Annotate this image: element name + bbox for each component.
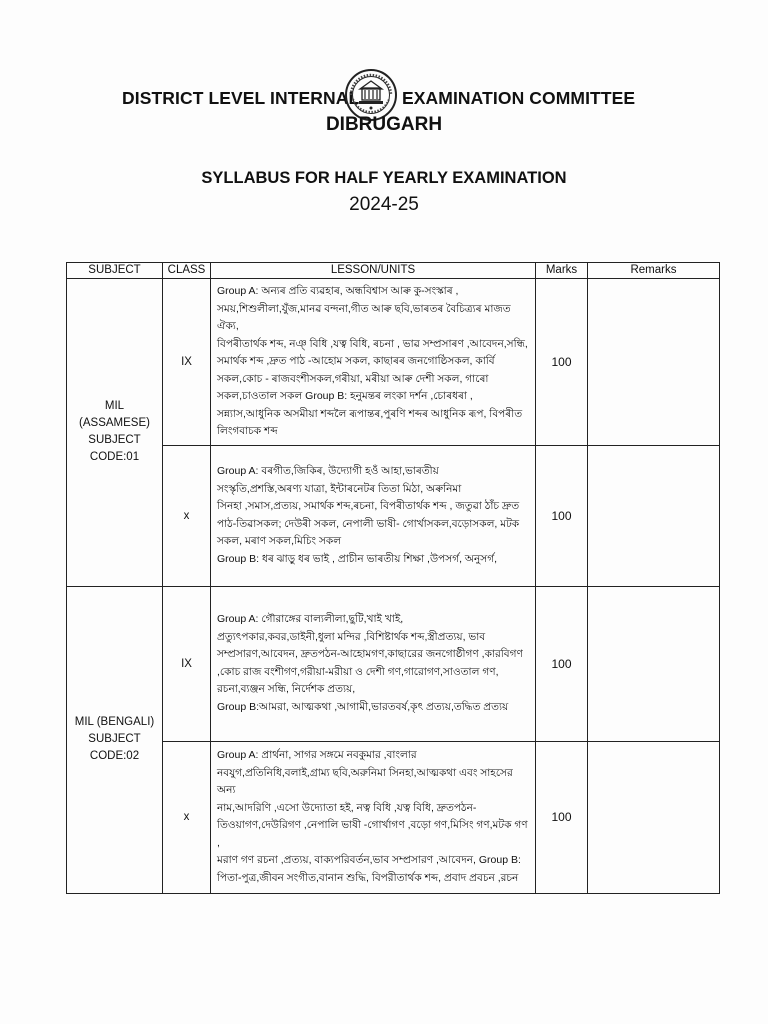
lesson-text: Group A: বৰগীত,জিকিৰ, উদ্যোগী হওঁ আহা,ভাৰতীয় সংস্কৃতি,প্ৰশস্তি,অৰণ্য যাত্ৰা, ইন্টাৰনেটৰ তিতা মিঠা, অৰুনিমা সিনহা ,সমাস,প্ৰত্যয়, সমাৰ্থক শব্দ,ৰচনা, বিপৰীতাৰ্থক শব্দ , জতুৱা ঠাঁচ দ্ৰুত পাঠ-তিৱাসকল; দেউৰী সকল, নেপালী ভাষী- গোৰ্খাসকল,বড়োসকল, মটক সকল, মৰাণ সকল,মিচিং সকল Group B: ধৰ ঝাড়ু ধৰ ভাই , প্ৰাচীন ভাৰতীয় শিক্ষা ,উপসৰ্গ, অনুসৰ্গ, — [217, 465, 520, 565]
remarks-cell — [588, 279, 720, 446]
lesson-text: Group A: গৌরাঙ্গের বাল্যলীলা,ছুটি,খাই খাই, প্রত্যুৎপকার,কবর,ডাইনী,ধুলা মন্দির ,বিশিষ্টার্থক শব্দ,স্ত্রীপ্রত্যয়, ভাব সম্প্রসারণ,আবেদন, দ্রুতপঠন-আহোমগণ,কাছারের জনগোষ্ঠীগণ ,কারবিগণ ,কোচ রাজ বংশীগণ,গরীয়া-মরীয়া ও দেশী গণ,গারোগণ,সাওতাল গণ, রচনা,ব্যঞ্জন সন্ধি, নির্দেশক প্রত্যয়, Group B:আমরা, আত্মকথা ,আগামী,ভারতবর্ষ,কৃৎ প্রত্যয়,তদ্ধিত প্রত্যয় — [217, 613, 523, 713]
table-row — [67, 586, 720, 741]
class-label: IX — [181, 355, 192, 368]
remarks-cell — [588, 586, 720, 741]
class-cell — [163, 445, 211, 586]
lesson-cell — [211, 586, 536, 741]
district-name: DIBRUGARH — [325, 114, 443, 135]
class-label: IX — [181, 657, 192, 670]
subject-cell-assamese — [67, 279, 163, 587]
lesson-text: Group A: প্রার্থনা, সাগর সঙ্গমে নবকুমার ,বাংলার নবযুগ,প্রতিনিধি,বলাই,গ্রাম্য ছবি,অরুনিমা সিনহা,আত্মকথা এবং সাহসের অন্য নাম,আদরিণি ,এসো উদ্যোতা হই, নত্ব বিধি ,যত্ব বিধি, দ্রুতপঠন- তিওয়াগণ,দেউরিগণ ,নেপালি ভাষী -গোর্খাগণ ,বড়ো গণ,মিসিং গণ,মটক গণ , মরাণ গণ রচনা ,প্রত্যয়, বাক্যপরিবর্তন,ভাব সম্প্রসারণ ,আবেদন, Group B: পিতা-পুত্র,জীবন সংগীত,বানান শুদ্ধি, বিপরীতার্থক শব্দ, প্রবাদ প্রবচন ,রচন — [217, 749, 528, 884]
subject-cell-bengali — [67, 586, 163, 893]
academic-year: 2024-25 — [349, 194, 419, 215]
column-header-subject: SUBJECT — [67, 263, 163, 279]
committee-title-right: EXAMINATION COMMITTEE — [402, 88, 636, 108]
remarks-cell — [588, 445, 720, 586]
class-cell — [163, 741, 211, 893]
syllabus-table — [66, 262, 720, 894]
marks-cell: 100 — [536, 741, 588, 893]
column-header-lesson: LESSON/UNITS — [211, 263, 536, 279]
column-header-marks: Marks — [536, 263, 588, 279]
subject-label: MIL (ASSAMESE) SUBJECT CODE:01 — [79, 400, 150, 464]
marks-cell: 100 — [536, 586, 588, 741]
committee-title-left: DISTRICT LEVEL INTERNAL — [122, 88, 360, 108]
lesson-cell — [211, 445, 536, 586]
class-label: x — [183, 811, 190, 823]
marks-cell: 100 — [536, 279, 588, 446]
class-cell — [163, 586, 211, 741]
class-cell — [163, 279, 211, 446]
column-header-remarks: Remarks — [588, 263, 720, 279]
remarks-cell — [588, 741, 720, 893]
marks-cell: 100 — [536, 445, 588, 586]
table-row — [67, 445, 720, 586]
subject-label: MIL (BENGALI) SUBJECT CODE:02 — [74, 716, 155, 762]
lesson-cell — [211, 741, 536, 893]
lesson-cell — [211, 279, 536, 446]
table-header-row — [67, 263, 720, 279]
syllabus-title: SYLLABUS FOR HALF YEARLY EXAMINATION — [201, 169, 567, 187]
table-row — [67, 741, 720, 893]
column-header-class: CLASS — [163, 263, 211, 279]
table-row — [67, 279, 720, 446]
lesson-text: Group A: অন্যৰ প্ৰতি ব্যৱহাৰ, অন্ধবিশ্বাস আৰু কু-সংস্কাৰ , সময়,শিশুলীলা,যুঁজ,মানৱ বন্দনা,গীত আৰু ছবি,ভাৰতৰ বৈচিত্ৰ্যৰ মাজত ঐক্য, বিপৰীতাৰ্থক শব্দ, নঞ্ বিধি ,যত্ব বিধি, ৰচনা , ভাৱ সম্প্ৰসাৰণ ,আবেদন,সন্ধি, সমাৰ্থক শব্দ ,দ্ৰুত পাঠ -আহোম সকল, কাছাৰৰ জনগোষ্ঠিসকল, কাৰ্বি সকল,কোচ - ৰাজবংশীসকল,গৰীয়া, মৰীয়া আৰু দেশী সকল, গাৰো সকল,চাওতাল সকল Group B: হনুমন্তৰ লংকা দৰ্শন ,চোৰধৰা , সন্ন্যাস,আধুনিক অসমীয়া শব্দলৈ ৰূপান্তৰ,পুৰণি শব্দৰ আধুনিক ৰূপ, বিপৰীত লিংগবাচক শব্দ — [217, 285, 528, 437]
class-label: x — [183, 509, 190, 522]
